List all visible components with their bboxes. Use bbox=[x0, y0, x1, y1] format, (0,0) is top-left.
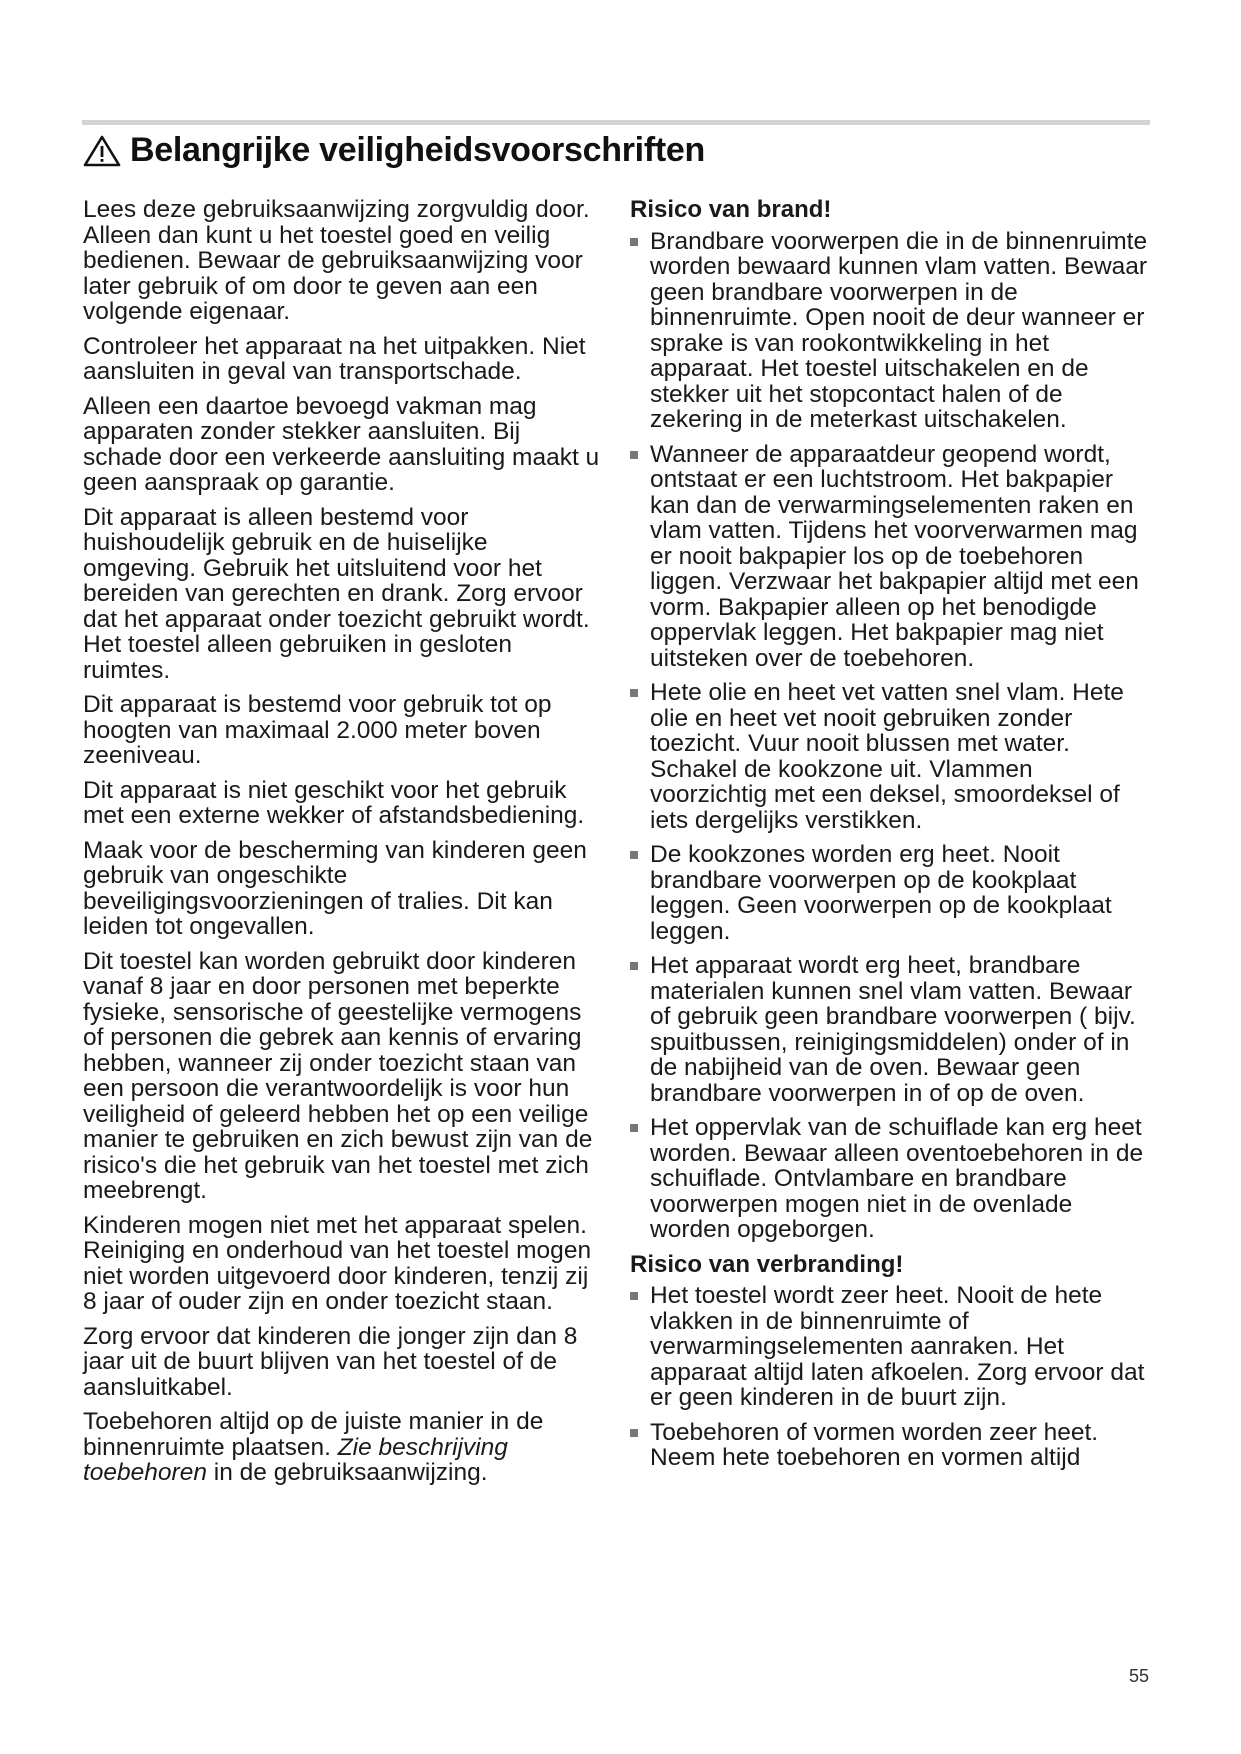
accessories-paragraph bbox=[83, 1409, 603, 1486]
list-item bbox=[630, 1283, 1150, 1411]
list-item-text: Het toestel wordt zeer heet. Nooit de hete vlakken in de binnenruimte of verwarmingselementen aanraken. Het apparaat altijd laten afkoelen. Zorg ervoor dat er geen kinderen in de buurt zijn. bbox=[650, 1282, 1145, 1411]
list-item-text: De kookzones worden erg heet. Nooit brandbare voorwerpen op de kookplaat leggen. Geen voorwerpen op de kookplaat leggen. bbox=[650, 841, 1112, 945]
accessories-reference: Zie beschrijving toebehoren bbox=[83, 1433, 508, 1486]
intro-paragraph: Lees deze gebruiksaanwijzing zorgvuldig door. Alleen dan kunt u het toestel goed en veilig bedienen. Bewaar de gebruiksaanwijzing voor later gebruik of om door te geven aan een volgende eigenaar. bbox=[83, 196, 590, 325]
list-item-text: Brandbare voorwerpen die in de binnenruimte worden bewaard kunnen vlam vatten. Bewaar geen brandbare voorwerpen in de binnenruimte. Open nooit de deur wanneer er sprake is van rookontwikkeling in het apparaat. Het toestel uitschakelen en de stekker uit het stopcontact halen of de zekering in de meterkast uitschakelen. bbox=[650, 227, 1148, 433]
children-distance-paragraph: Zorg ervoor dat kinderen die jonger zijn dan 8 jaar uit de buurt blijven van het toestel of de aansluitkabel. bbox=[83, 1322, 578, 1401]
left-column bbox=[83, 197, 603, 1495]
bullet-icon bbox=[630, 238, 638, 246]
children-usage-paragraph: Dit toestel kan worden gebruikt door kinderen vanaf 8 jaar en door personen met beperkte fysieke, sensorische of geestelijke vermogens of personen die gebrek aan kennis of ervaring hebben, wanneer zij onder toezicht staan van een persoon die verantwoordelijk is voor hun veiligheid of geleerd hebben het op een veilige manier te gebruiken en zich bewust zijn van de risico's die het gebruik van het toestel met zich meebrengt. bbox=[83, 947, 593, 1204]
connection-paragraph: Alleen een daartoe bevoegd vakman mag apparaten zonder stekker aansluiten. Bij schade door een verkeerde aansluiting maakt u geen aanspraak op garantie. bbox=[83, 392, 600, 496]
remote-control-paragraph: Dit apparaat is niet geschikt voor het gebruik met een externe wekker of afstandsbediening. bbox=[83, 776, 585, 829]
warning-triangle-icon bbox=[82, 134, 122, 168]
bullet-icon bbox=[630, 1292, 638, 1300]
accessories-text-start: Toebehoren altijd op de juiste manier in de binnenruimte plaatsen. bbox=[83, 1408, 544, 1461]
list-item-text: Hete olie en heet vet vatten snel vlam. Hete olie en heet vet nooit gebruiken zonder toezicht. Vuur nooit blussen met water. Schakel de kookzone uit. Vlammen voorzichtig met een deksel, smoordeksel of iets dergelijks verstikken. bbox=[650, 679, 1124, 834]
unpacking-paragraph: Controleer het apparaat na het uitpakken. Niet aansluiten in geval van transportschade. bbox=[83, 332, 586, 385]
list-item bbox=[630, 842, 1150, 944]
bullet-icon bbox=[630, 1124, 638, 1132]
fire-risk-heading: Risico van brand! bbox=[630, 196, 832, 223]
burn-risk-list bbox=[630, 1283, 1150, 1471]
burn-risk-heading: Risico van verbranding! bbox=[630, 1250, 904, 1278]
fire-risk-list bbox=[630, 229, 1150, 1243]
page-title-text: Belangrijke veiligheidsvoorschriften bbox=[130, 131, 705, 169]
bullet-icon bbox=[630, 1429, 638, 1437]
list-item bbox=[630, 442, 1150, 672]
list-item-text: Het apparaat wordt erg heet, brandbare materialen kunnen snel vlam vatten. Bewaar of gebruik geen brandbare voorwerpen ( bijv. spuitbussen, reinigingsmiddelen) onder of in de nabijheid van de oven. Bewaar geen brandbare voorwerpen in of op de oven. bbox=[650, 952, 1136, 1107]
accessories-text-end: in de gebruiksaanwijzing. bbox=[206, 1459, 488, 1486]
child-protection-paragraph: Maak voor de bescherming van kinderen geen gebruik van ongeschikte beveiligingsvoorzieningen of tralies. Dit kan leiden tot ongevallen. bbox=[83, 836, 587, 940]
header-rule bbox=[82, 120, 1150, 125]
page-title bbox=[82, 131, 705, 170]
bullet-icon bbox=[630, 962, 638, 970]
list-item bbox=[630, 1115, 1150, 1243]
list-item bbox=[630, 680, 1150, 833]
list-item-text: Het oppervlak van de schuiflade kan erg heet worden. Bewaar alleen oventoebehoren in de schuiflade. Ontvlambare en brandbare voorwerpen mogen niet in de ovenlade worden opgeborgen. bbox=[650, 1114, 1144, 1243]
list-item-text: Wanneer de apparaatdeur geopend wordt, ontstaat er een luchtstroom. Het bakpapier kan dan de verwarmingselementen raken en vlam vatten. Tijdens het voorverwarmen mag er nooit bakpapier los op de toebehoren liggen. Verzwaar het bakpapier altijd met een vorm. Bakpapier alleen op het benodigde oppervlak leggen. Het bakpapier mag niet uitsteken over de toebehoren. bbox=[650, 440, 1139, 672]
bullet-icon bbox=[630, 689, 638, 697]
children-play-paragraph: Kinderen mogen niet met het apparaat spelen. Reiniging en onderhoud van het toestel mogen niet worden uitgevoerd door kinderen, tenzij zij 8 jaar of ouder zijn en onder toezicht staan. bbox=[83, 1211, 592, 1315]
list-item bbox=[630, 1420, 1150, 1471]
right-column bbox=[630, 197, 1150, 1480]
list-item-text: Toebehoren of vormen worden zeer heet. Neem hete toebehoren en vormen altijd bbox=[650, 1418, 1099, 1471]
page-number: 55 bbox=[1128, 1666, 1149, 1686]
bullet-icon bbox=[630, 851, 638, 859]
list-item bbox=[630, 229, 1150, 433]
bullet-icon bbox=[630, 451, 638, 459]
altitude-paragraph: Dit apparaat is bestemd voor gebruik tot op hoogten van maximaal 2.000 meter boven zeeniveau. bbox=[83, 691, 552, 769]
list-item bbox=[630, 953, 1150, 1106]
household-use-paragraph: Dit apparaat is alleen bestemd voor huishoudelijk gebruik en de huiselijke omgeving. Gebruik het uitsluitend voor het bereiden van gerechten en drank. Zorg ervoor dat het apparaat onder toezicht gebruikt wordt. Het toestel alleen gebruiken in gesloten ruimtes. bbox=[83, 503, 590, 684]
